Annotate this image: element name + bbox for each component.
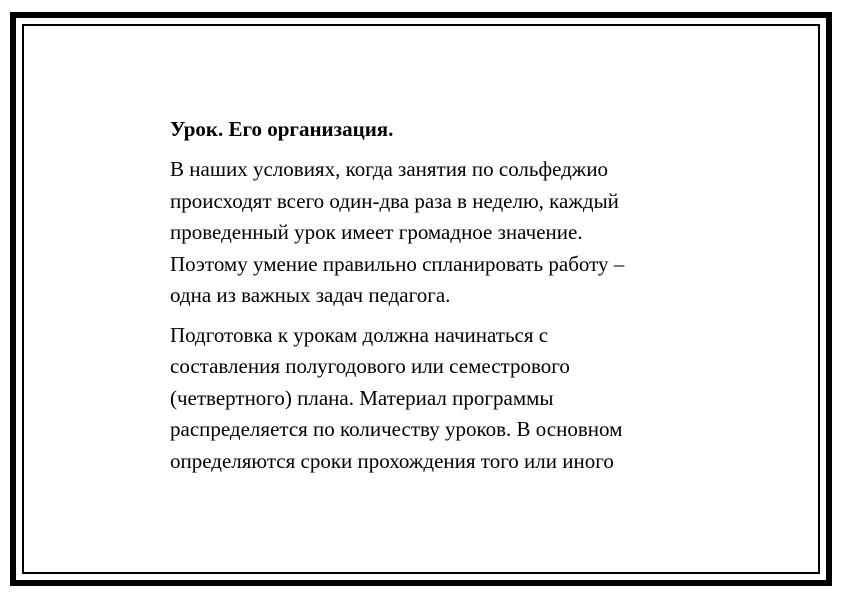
text-line: Подготовка к урокам должна начинаться с <box>170 322 549 347</box>
section-heading: Урок. Его организация. <box>170 117 394 141</box>
text-line: В наших условиях, когда занятия по сольфеджио <box>170 157 609 181</box>
text-line: определяются сроки прохождения того или иного <box>170 448 614 473</box>
text-line: Поэтому умение правильно спланировать работу – <box>170 251 625 276</box>
document-body <box>170 114 730 485</box>
paragraph-1 <box>170 154 730 312</box>
text-line: одна из важных задач педагога. <box>170 283 451 307</box>
text-line: (четвертного) плана. Материал программы <box>170 385 554 410</box>
text-line: проведенный урок имеет громадное значение. <box>170 220 583 244</box>
paragraph-2 <box>170 320 730 478</box>
text-line: составления полугодового или семестрового <box>170 354 570 378</box>
text-line: происходят всего один-два раза в неделю, каждый <box>170 188 619 213</box>
text-line: распределяется по количеству уроков. В основном <box>170 417 623 441</box>
